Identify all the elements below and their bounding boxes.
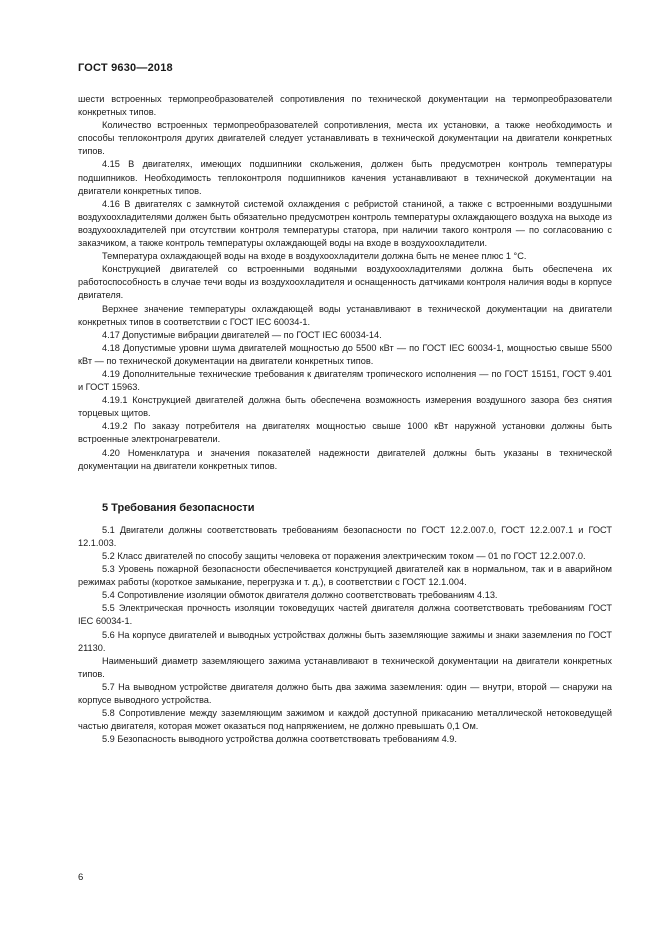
paragraph: Количество встроенных термопреобразователей сопротивления, места их установки, а также необходимость и способы теплоконтроля других двигателей следует устанавливать в технической документации на двигатели конкретных типов.	[78, 120, 612, 157]
document-header: ГОСТ 9630—2018	[78, 62, 173, 74]
section-title: 5 Требования безопасности	[102, 501, 255, 514]
paragraph: 5.3 Уровень пожарной безопасности обеспечивается конструкцией двигателей как в нормальном, так и в аварийном режимах работы (короткое замыкание, перегрузка и т. д.), в соответствии с ГОСТ 12.1.004.	[78, 564, 612, 588]
paragraph: 4.15 В двигателях, имеющих подшипники скольжения, должен быть предусмотрен контроль температуры подшипников. Необходимость теплоконтроля подшипников качения устанавливают в технической документации на двигатели конкретных типов.	[78, 159, 612, 196]
paragraph: 5.4 Сопротивление изоляции обмоток двигателя должно соответствовать требованиям 4.13.	[102, 590, 498, 601]
paragraph: Наименьший диаметр заземляющего зажима устанавливают в технической документации на двигатели конкретных типов.	[78, 655, 612, 679]
page-number: 6	[78, 872, 84, 883]
paragraph: 5.1 Двигатели должны соответствовать требованиям безопасности по ГОСТ 12.2.007.0, ГОСТ 12.2.007.1 и ГОСТ 12.1.003.	[78, 524, 612, 548]
paragraph: 4.19 Дополнительные технические требования к двигателям тропического исполнения — по ГОСТ 15151, ГОСТ 9.401 и ГОСТ 15963.	[78, 368, 612, 393]
paragraph: 4.20 Номенклатура и значения показателей надежности двигателей должны быть указаны в технической документации на двигатели конкретных типов.	[78, 447, 612, 471]
paragraph: 5.5 Электрическая прочность изоляции токоведущих частей двигателя должна соответствовать требованиям ГОСТ IEC 60034-1.	[78, 603, 612, 627]
paragraph: Верхнее значение температуры охлаждающей воды устанавливают в технической документации на двигатели конкретных типов в соответствии с ГОСТ IEC 60034-1.	[78, 303, 612, 327]
paragraph: 5.6 На корпусе двигателей и выводных устройствах должны быть заземляющие зажимы и знаки заземления по ГОСТ 21130.	[78, 629, 612, 653]
paragraph: 4.16 В двигателях с замкнутой системой охлаждения с ребристой станиной, а также с встроенными воздушными воздухоохладителями должен быть обязательно предусмотрен контроль температуры охлаждающего воздуха на выходе из воздухоохладителей при отсутствии контроля температуры статора, при наличии такого контроля — по согласованию с заказчиком, а также контроль температуры охлаждающей воды на входе в воздухоохладители.	[78, 198, 612, 249]
paragraph: шести встроенных термопреобразователей сопротивления по технической документации на термопреобразователи конкретных типов.	[78, 94, 612, 118]
paragraphs-after-section	[78, 524, 612, 747]
paragraphs-before-section	[78, 93, 612, 473]
paragraph: 4.17 Допустимые вибрации двигателей — по ГОСТ IEC 60034-14.	[102, 329, 382, 340]
paragraph: Конструкцией двигателей со встроенными водяными воздухоохладителями должна быть обеспечена их работоспособность в случае течи воды из воздухоохладителя и оснащенность датчиками контроля наличия воды в корпусе двигателя.	[78, 264, 612, 301]
paragraph: 4.18 Допустимые уровни шума двигателей мощностью до 5500 кВт — по ГОСТ IEC 60034-1, мощностью свыше 5500 кВт — по технической документации на двигатели конкретных типов.	[78, 342, 612, 366]
paragraph: 5.9 Безопасность выводного устройства должна соответствовать требованиям 4.9.	[102, 734, 457, 745]
paragraph: 5.2 Класс двигателей по способу защиты человека от поражения электрическим током — 01 по ГОСТ 12.2.007.0.	[102, 551, 586, 561]
paragraph: 5.7 На выводном устройстве двигателя должно быть два зажима заземления: один — внутри, второй — снаружи на корпусе выводного устройства.	[78, 681, 612, 706]
document-body	[78, 93, 612, 746]
paragraph: 4.19.1 Конструкцией двигателей должна быть обеспечена возможность измерения воздушного зазора без снятия торцевых щитов.	[78, 395, 612, 419]
paragraph: 4.19.2 По заказу потребителя на двигателях мощностью свыше 1000 кВт наружной установки должны быть встроенные электронагреватели.	[78, 421, 612, 445]
paragraph: 5.8 Сопротивление между заземляющим зажимом и каждой доступной прикасанию металлической нетоковедущей частью двигателя, которая может оказаться под напряжением, не должно превышать 0,1 Ом.	[78, 708, 612, 732]
paragraph: Температура охлаждающей воды на входе в воздухоохладители должна быть не менее плюс 1 °С.	[102, 251, 527, 262]
